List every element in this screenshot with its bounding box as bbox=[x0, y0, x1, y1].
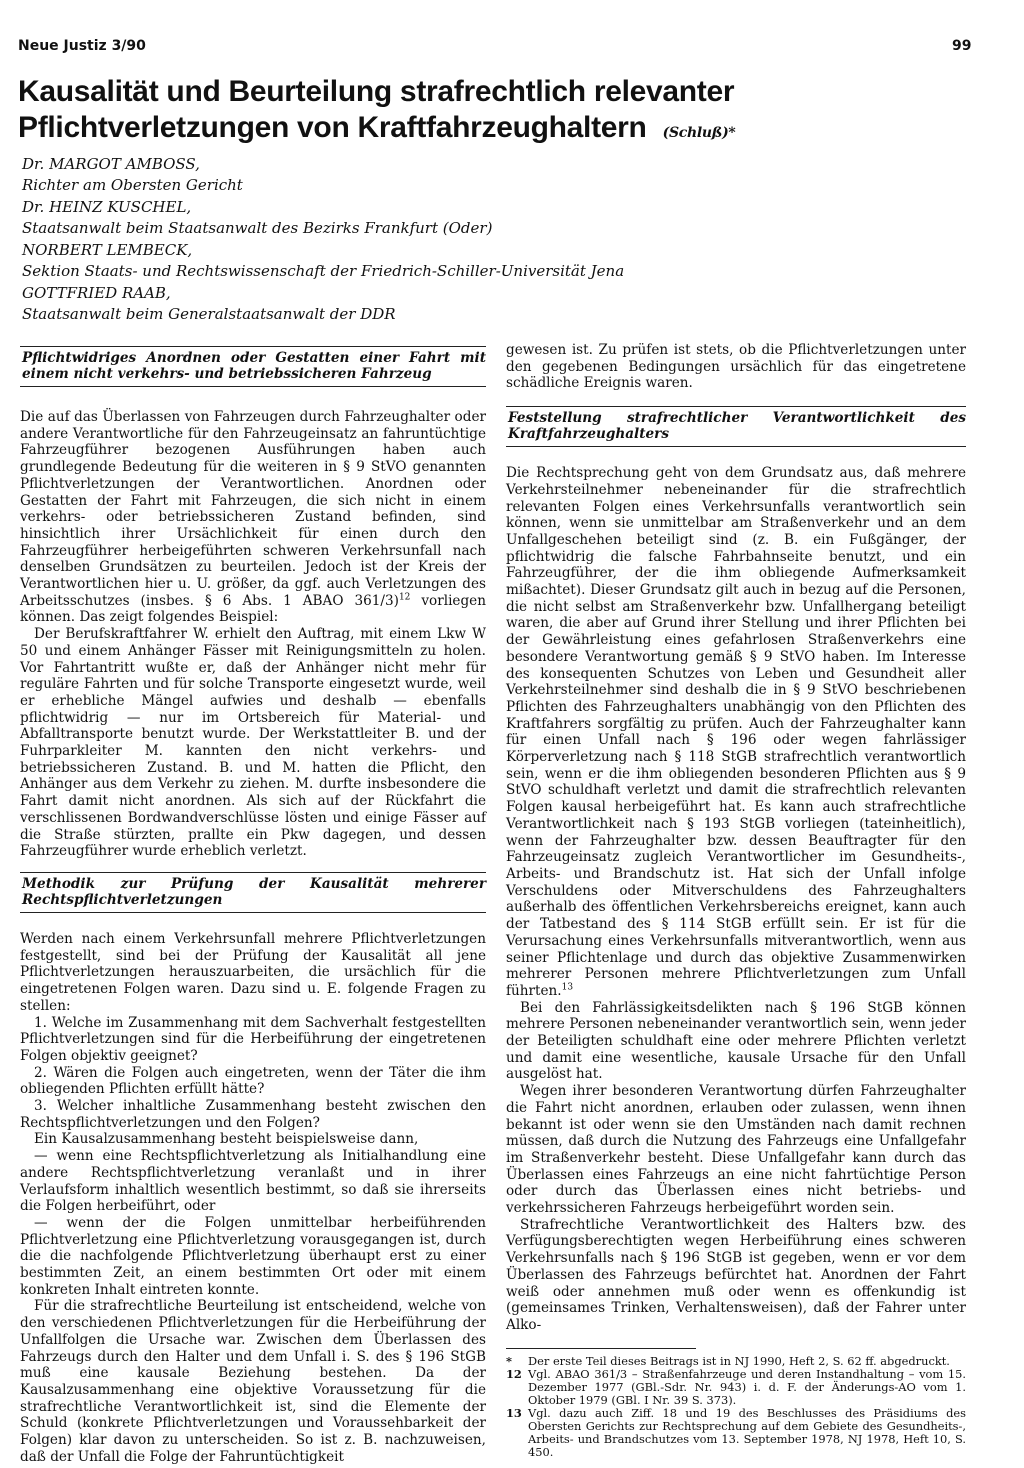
article-title bbox=[18, 74, 978, 151]
journal-issue: Neue Justiz 3/90 bbox=[18, 38, 146, 54]
footnote: * Der erste Teil dieses Beitrags ist in NJ 1990, Heft 2, S. 62 ff. abgedruckt. bbox=[506, 1354, 950, 1368]
paragraph: Bei den Fahrlässigkeitsdelikten nach § 196 StGB können mehrere Personen nebeneinander verantwortlich sein, wenn jeder der Beteiligten schuldhaft eine oder mehrere Pflichten verletzt und damit eine wesentliche, kausale Ursache für den Unfall ausgelöst hat. bbox=[506, 999, 966, 1083]
author-name: GOTTFRIED RAAB, bbox=[22, 284, 171, 302]
footnote-ref: 12 bbox=[398, 592, 411, 603]
footnote-ref: 13 bbox=[561, 982, 574, 993]
paragraph: Strafrechtliche Verantwortlichkeit des Halters bzw. des Verfügungsberechtigten wegen Herbeiführung eines schweren Verkehrsunfalls nach § 196 StGB ist gegeben, wenn er vor dem Überlassen des Fahrzeugs befürchtet hat. Anordnen der Fahrt weiß oder annehmen muß oder wenn es offenkundig ist (gemeinsames Trinken, Verhaltensweisen), daß der Fahrer unter Alko- bbox=[506, 1216, 966, 1333]
author-name: Dr. HEINZ KUSCHEL, bbox=[22, 198, 192, 216]
paragraph: Der Berufskraftfahrer W. erhielt den Auftrag, mit einem Lkw W 50 und einem Anhänger Fässer mit Reinigungsmitteln zu holen. Vor Fahrtantritt wußte er, daß der Anhänger nicht mehr für reguläre Fahrten und für solche Transporte eingesetzt wurde, weil er erhebliche Mängel aufwies und deshalb — ebenfalls pflichtwidrig — nur im Ortsbereich für Material- und Abfalltransporte benutzt wurde. Der Werkstattleiter B. und der Fuhrparkleiter M. kannten den nicht verkehrs- und betriebssicheren Zustand. B. und M. hatten die Pflicht, den Anhänger aus dem Verkehr zu ziehen. M. durfte insbesondere die Fahrt damit nicht anordnen. Als sich auf der Rückfahrt die verschlissenen Bordwandverschlüsse lösten und einige Fässer auf die Straße stürzten, prallte ein Pkw dagegen, und dessen Fahrzeugführer wurde erheblich verletzt. bbox=[20, 626, 486, 860]
question-item: 3. Welcher inhaltliche Zusammenhang besteht zwischen den Rechtspflichtverletzungen und den Folgen? bbox=[20, 1098, 486, 1131]
section-heading: Methodik zur Prüfung der Kausalität mehrerer Rechtspflichtverletzungen bbox=[20, 872, 486, 913]
paragraph: Werden nach einem Verkehrsunfall mehrere Pflichtverletzungen festgestellt, sind bei der Prüfung der Kausalität all jene Pflichtverletzungen herauszuarbeiten, die ursächlich für die eingetretenen Folgen waren. Dazu sind u. E. folgende Fragen zu stellen: bbox=[20, 930, 486, 1014]
section-heading: Feststellung strafrechtlicher Verantwortlichkeit des Kraftfahrzeughalters bbox=[506, 406, 966, 447]
list-item: — wenn eine Rechtspflichtverletzung als Initialhandlung eine andere Rechtspflichtverletzung veranlaßt und in ihrer Verlaufsform inhaltlich wesentlich bestimmt, so daß sie ihrerseits die Folgen herbeiführt, oder bbox=[20, 1148, 486, 1215]
paragraph: gewesen ist. Zu prüfen ist stets, ob die Pflichtverletzungen unter den gegebenen Bedingungen ursächlich für das eingetretene schädliche Ereignis waren. bbox=[506, 342, 966, 392]
question-item: 1. Welche im Zusammenhang mit dem Sachverhalt festgestellten Pflichtverletzungen sind für die Herbeiführung der eingetretenen Folgen objektiv geeignet? bbox=[20, 1014, 486, 1064]
footnote: 12 Vgl. ABAO 361/3 – Straßenfahrzeuge und deren Instandhaltung – vom 15. Dezember 1977 (GBl.-Sdr. Nr. 943) i. d. F. der Änderungs-AO vom 1. Oktober 1979 (GBl. I Nr. 39 S. 373). bbox=[506, 1367, 966, 1407]
author-affiliation: Richter am Obersten Gericht bbox=[22, 175, 243, 194]
left-column bbox=[20, 346, 486, 1465]
author-affiliation: Staatsanwalt beim Generalstaatsanwalt der DDR bbox=[22, 304, 396, 323]
title-line-2: Pflichtverletzungen von Kraftfahrzeughaltern (Schluß)* bbox=[18, 111, 736, 144]
author-name: NORBERT LEMBECK, bbox=[22, 241, 193, 259]
paragraph: Die Rechtsprechung geht von dem Grundsatz aus, daß mehrere Verkehrsteilnehmer nebeneinander für die strafrechtlich relevanten Folgen eines Verkehrsunfalls verantwortlich sein können, wenn sie unmittelbar am Straßenverkehr und an dem Unfallgeschehen beteiligt sind (z. B. ein Fußgänger, der pflichtwidrig die falsche Fahrbahnseite benutzt, und ein Fahrzeugführer, der die ihm obliegende Aufmerksamkeit mißachtet). Dieser Grundsatz gilt auch in bezug auf die Personen, die nicht selbst am Straßenverkehr bzw. Unfallhergang beteiligt waren, die aber auf Grund ihrer Stellung und ihrer Pflichten bei der Gewährleistung eines gefahrlosen Straßenverkehrs eine besondere Verantwortung gemäß § 9 StVO haben. Im Interesse des konsequenten Schutzes von Leben und Gesundheit aller Verkehrsteilnehmer sind deshalb die in § 9 StVO beschriebenen Pflichten des Fahrzeughalters unabhängig von den Pflichten des Kraftfahrers sorgfältig zu prüfen. Auch der Fahrzeughalter kann für einen Unfall nach § 196 oder wegen fahrlässiger Körperverletzung nach § 118 StGB strafrechtlich verantwortlich sein, wenn er die ihm obliegenden besonderen Pflichten aus § 9 StVO schuldhaft verletzt und damit die strafrechtlich relevanten Folgen kausal herbeigeführt hat. Es kann auch strafrechtliche Verantwortlichkeit nach § 193 StGB vorliegen (tateinheitlich), wenn der Fahrzeughalter bzw. dessen Beauftragter für den Fahrzeugeinsatz zugleich Verantwortlicher im Gesundheits-, Arbeits- und Brandschutz ist. Hat sich der Unfall infolge Verschuldens oder Mitverschuldens des Fahrzeughalters außerhalb des öffentlichen Verkehrsbereichs ereignet, kann auch der Tatbestand des § 114 StGB erfüllt sein. Er ist für die Verursachung eines Verkehrsunfalls mitverantwortlich, wenn aus seiner Pflichtenlage und durch das objektive Zusammenwirken mehrerer Personen mehrere Pflichtverletzungen zum Unfall führten.$^{13}$ bbox=[506, 465, 966, 999]
footnote: 13 Vgl. dazu auch Ziff. 18 und 19 des Beschlusses des Präsidiums des Obersten Gerichts zur Rechtsprechung auf dem Gebiete des Gesundheits-, Arbeits- und Brandschutzes vom 13. September 1978, NJ 1978, Heft 10, S. 450. bbox=[506, 1406, 966, 1459]
title-suffix: (Schluß)* bbox=[662, 125, 736, 141]
paragraph: Die auf das Überlassen von Fahrzeugen durch Fahrzeughalter oder andere Verantwortliche für den Fahrzeugeinsatz an fahruntüchtige Fahrzeugführer bezogenen Ausführungen haben auch grundlegende Bedeutung für die weiteren in § 9 StVO genannten Pflichtverletzungen der Verantwortlichen. Anordnen oder Gestatten der Fahrt mit Fahrzeugen, die sich nicht in einem verkehrs- oder betriebssicheren Zustand befinden, sind hinsichtlich ihrer Ursächlichkeit für einen durch den Fahrzeugführer herbeigeführten schweren Verkehrsunfall nach denselben Grundsätzen zu beurteilen. Jedoch ist der Kreis der Verantwortlichen hier u. U. größer, da ggf. auch Verletzungen des Arbeitsschutzes (insbes. § 6 Abs. 1 ABAO 361/3)$^{12}$ vorliegen können. Das zeigt folgendes Beispiel: bbox=[20, 409, 486, 626]
paragraph: Wegen ihrer besonderen Verantwortung dürfen Fahrzeughalter die Fahrt nicht anordnen, erlauben oder zulassen, wenn ihnen bekannt ist oder wenn sie den Umständen nach damit rechnen müssen, daß durch die Nutzung des Fahrzeugs eine Unfallgefahr im Straßenverkehr besteht. Diese Unfallgefahr kann durch das Überlassen eines Fahrzeugs an eine nicht fahrtüchtige Person oder durch das Überlassen eines nicht betriebs- und verkehrssicheren Fahrzeugs herbeigeführt worden sein. bbox=[506, 1083, 966, 1217]
question-item: 2. Wären die Folgen auch eingetreten, wenn der Täter die ihm obliegenden Pflichten erfüllt hätte? bbox=[20, 1064, 486, 1098]
list-item: — wenn der die Folgen unmittelbar herbeiführenden Pflichtverletzung eine Pflichtverletzung vorausgegangen ist, durch die die nachfolgende Pflichtverletzung überhaupt erst zu einer bestimmten Zeit, an einem bestimmten Ort oder mit einem konkreten Inhalt eintreten konnte. bbox=[20, 1214, 486, 1298]
section-heading: Pflichtwidriges Anordnen oder Gestatten einer Fahrt mit einem nicht verkehrs- und betriebssicheren Fahrzeug bbox=[20, 346, 486, 387]
footnotes bbox=[506, 1348, 966, 1459]
author-list bbox=[22, 154, 722, 326]
paragraph: Ein Kausalzusammenhang besteht beispielsweise dann, bbox=[34, 1131, 419, 1148]
title-line-1: Kausalität und Beurteilung strafrechtlich relevanter bbox=[18, 75, 735, 108]
right-column bbox=[506, 342, 966, 1334]
page-number: 99 bbox=[952, 38, 972, 54]
author-affiliation: Staatsanwalt beim Staatsanwalt des Bezirks Frankfurt (Oder) bbox=[22, 218, 493, 237]
paragraph: Für die strafrechtliche Beurteilung ist entscheidend, welche von den verschiedenen Pflichtverletzungen für die Herbeiführung der Unfallfolgen die Ursache war. Zwischen dem Überlassen des Fahrzeugs durch den Halter und dem Unfall i. S. des § 196 StGB muß eine kausale Beziehung bestehen. Da der Kausalzusammenhang eine objektive Voraussetzung für die strafrechtliche Verantwortlichkeit ist, sind die Elemente der Schuld (konkrete Pflichtverletzungen und Voraussehbarkeit der Folgen) klar davon zu unterscheiden. So ist z. B. nachzuweisen, daß der Unfall die Folge der Fahruntüchtigkeit bbox=[20, 1298, 486, 1465]
author-affiliation: Sektion Staats- und Rechtswissenschaft der Friedrich-Schiller-Universität Jena bbox=[22, 261, 625, 280]
author-name: Dr. MARGOT AMBOSS, bbox=[22, 155, 200, 173]
